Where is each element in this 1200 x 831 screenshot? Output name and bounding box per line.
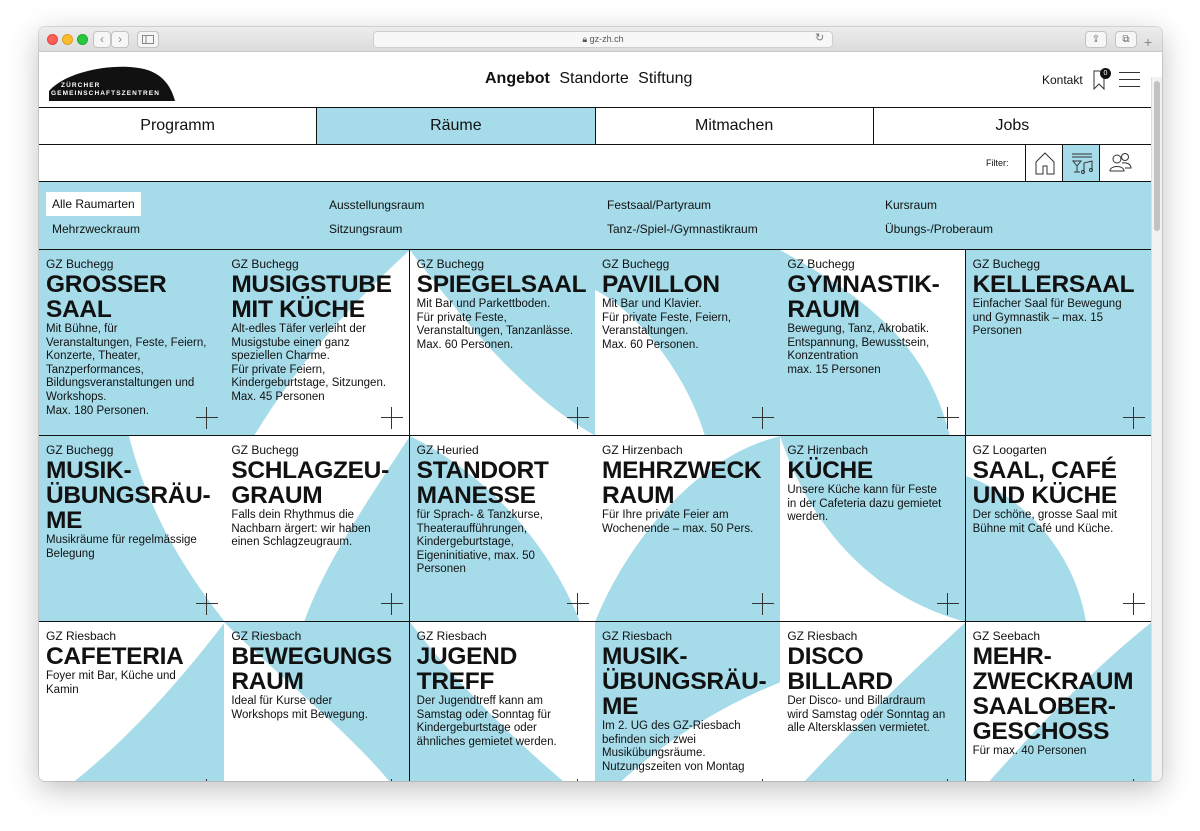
room-title: SAAL, CAFÉ UND KÜCHE (972, 457, 1117, 509)
plus-icon[interactable] (567, 779, 589, 781)
room-location: GZ Buchegg (231, 443, 299, 457)
plus-icon[interactable] (381, 593, 403, 615)
reload-icon[interactable]: ↻ (815, 32, 825, 44)
browser-window (39, 27, 1162, 781)
room-description: Mit Bühne, für Veranstaltungen, Feste, Feiern, Konzerte, Theater, Tanzperformances, Bildungsveranstaltungen und Workshops. Max. 180 Personen. (46, 323, 207, 417)
room-title: DISCO BILLARD (787, 643, 893, 695)
room-title: KELLERSAAL (972, 271, 1135, 298)
room-title: GROSSER SAAL (46, 271, 167, 323)
room-description: Unsere Küche kann für Feste in der Cafeteria dazu gemietet werden. (787, 484, 942, 524)
room-location: GZ Riesbach (231, 629, 302, 643)
room-card[interactable] (224, 622, 410, 781)
room-description: Für max. 40 Personen (972, 745, 1087, 757)
roomtype-sitzungsraum[interactable]: Sitzungsraum (329, 222, 403, 236)
gz-logo[interactable] (49, 63, 175, 101)
room-description: Mit Bar und Klavier. Für private Feste, Feiern, Veranstaltungen. Max. 60 Personen. (601, 298, 732, 351)
bookmark-count-badge: 0 (1100, 68, 1111, 79)
room-card[interactable] (966, 436, 1152, 622)
room-card[interactable] (39, 622, 225, 781)
back-button[interactable]: ‹ (93, 31, 111, 48)
main-nav (485, 70, 697, 88)
plus-icon[interactable] (937, 779, 959, 781)
room-description: für Sprach- & Tanzkurse, Theateraufführungen, Kindergeburtstage, Eigeninitiative, max. 50 Personen (416, 509, 543, 576)
house-icon (1034, 151, 1056, 175)
room-title: GYMNASTIK- RAUM (787, 271, 940, 323)
room-title: PAVILLON (601, 271, 720, 298)
roomtype-ausstellungsraum[interactable]: Ausstellungsraum (329, 198, 425, 212)
room-location: GZ Buchegg (787, 257, 855, 271)
room-equipment-icon (1071, 151, 1095, 175)
room-description: Alt-edles Täfer verleiht der Musigstube einen ganz speziellen Charme. Für private Feiern, Kindergeburtstage, Sitzungen. Max. 45 Personen (231, 323, 387, 403)
plus-icon[interactable] (196, 593, 218, 615)
tabs-overview-icon[interactable]: ⧉ (1115, 31, 1137, 48)
room-title: SCHLAGZEU- GRAUM (231, 457, 389, 509)
forward-button[interactable]: › (111, 31, 129, 48)
room-title: MUSIK- ÜBUNGSRÄU- ME (46, 457, 211, 534)
menu-icon[interactable] (1119, 72, 1140, 88)
room-card[interactable] (410, 436, 596, 622)
room-card[interactable] (780, 622, 966, 781)
zoom-window-button[interactable] (77, 34, 88, 45)
new-tab-icon[interactable]: + (1144, 34, 1153, 50)
room-location: GZ Buchegg (601, 257, 670, 271)
room-location: GZ Buchegg (416, 257, 485, 271)
plus-icon[interactable] (381, 407, 403, 429)
room-description: Im 2. UG des GZ-Riesbach befinden sich zwei Musikübungsräume. Nutzungszeiten von Montag (601, 720, 745, 773)
room-card[interactable] (224, 250, 410, 436)
tab-jobs[interactable]: Jobs (874, 108, 1151, 144)
plus-icon[interactable] (752, 779, 774, 781)
roomtype-festsaal[interactable]: Festsaal/Partyraum (607, 198, 712, 212)
plus-icon[interactable] (937, 407, 959, 429)
plus-icon[interactable] (1123, 593, 1145, 615)
room-card[interactable] (39, 436, 225, 622)
room-location: GZ Hirzenbach (601, 443, 683, 457)
filter-location-button[interactable] (1025, 145, 1062, 181)
room-card[interactable] (595, 250, 781, 436)
website (39, 52, 1162, 781)
room-location: GZ Buchegg (46, 443, 114, 457)
room-description: Für Ihre private Feier am Wochenende – max. 50 Pers. (601, 509, 754, 535)
room-location: GZ Riesbach (787, 629, 858, 643)
plus-icon[interactable] (752, 407, 774, 429)
tab-programm[interactable]: Programm (39, 108, 317, 144)
room-location: GZ Hirzenbach (787, 443, 869, 457)
room-type-filter (39, 182, 1151, 250)
room-description: Einfacher Saal für Bewegung und Gymnastik – max. 15 Personen (972, 298, 1122, 338)
room-description: Foyer mit Bar, Küche und Kamin (46, 670, 176, 696)
room-card[interactable] (39, 250, 225, 436)
room-description: Musikräume für regelmässige Belegung (46, 534, 197, 560)
filter-label: Filter: (986, 158, 1009, 168)
roomtype-mehrzweckraum[interactable]: Mehrzweckraum (52, 222, 141, 236)
room-title: MUSIK- ÜBUNGSRÄU- ME (601, 643, 767, 720)
plus-icon[interactable] (567, 407, 589, 429)
room-description: Der Jugendtreff kann am Samstag oder Sonntag für Kindergeburtstage oder ähnliches gemietet werden. (416, 695, 557, 748)
room-location: GZ Heuried (416, 443, 479, 457)
room-card[interactable] (780, 250, 966, 436)
room-title: BEWEGUNGS RAUM (231, 643, 392, 695)
room-location: GZ Loogarten (972, 443, 1047, 457)
room-card[interactable] (780, 436, 966, 622)
lock-icon: 🔒︎ (582, 34, 590, 44)
roomtype-uebungsraum[interactable]: Übungs-/Proberaum (885, 222, 994, 236)
room-location: GZ Buchegg (972, 257, 1041, 271)
page-scrollbar[interactable] (1151, 77, 1162, 781)
logo-line-2: GEMEINSCHAFTSZENTREN (51, 90, 161, 97)
plus-icon[interactable] (1123, 779, 1145, 781)
filter-audience-button[interactable] (1099, 145, 1151, 181)
plus-icon[interactable] (752, 593, 774, 615)
room-card[interactable] (595, 436, 781, 622)
roomtype-alle[interactable]: Alle Raumarten (46, 192, 141, 216)
room-description: Bewegung, Tanz, Akrobatik. Entspannung, Bewusstsein, Konzentration max. 15 Personen (787, 323, 930, 376)
sidebar-toggle-icon[interactable] (137, 31, 159, 48)
room-location: GZ Riesbach (46, 629, 117, 643)
room-description: Der schöne, grosse Saal mit Bühne mit Café und Küche. (972, 509, 1118, 535)
room-title: SPIEGELSAAL (416, 271, 587, 298)
filter-roomtype-button[interactable] (1062, 145, 1099, 181)
room-location: GZ Riesbach (601, 629, 673, 643)
site-header (39, 52, 1162, 108)
kontakt-link[interactable]: Kontakt (1042, 73, 1083, 87)
room-description: Ideal für Kurse oder Workshops mit Bewegung. (231, 695, 368, 721)
room-title: STANDORT MANESSE (416, 457, 549, 509)
people-icon (1108, 151, 1134, 175)
room-location: GZ Seebach (972, 629, 1041, 643)
tab-raeume[interactable]: Räume (317, 108, 595, 144)
room-location: GZ Buchegg (231, 257, 299, 271)
category-tabs (39, 108, 1151, 145)
room-location: GZ Buchegg (46, 257, 114, 271)
nav-angebot[interactable]: Angebot (485, 70, 550, 87)
roomtype-tanzraum[interactable]: Tanz-/Spiel-/Gymnastikraum (607, 222, 758, 236)
roomtype-kursraum[interactable]: Kursraum (885, 198, 938, 212)
room-card[interactable] (410, 622, 596, 781)
url-text: gz-zh.ch (589, 34, 624, 44)
plus-icon[interactable] (381, 779, 403, 781)
room-title: KÜCHE (787, 457, 873, 484)
room-description: Mit Bar und Parkettboden. Für private Feste, Veranstaltungen, Tanzanlässe. Max. 60 Personen. (416, 298, 574, 351)
address-bar[interactable] (373, 31, 833, 48)
nav-standorte[interactable]: Standorte (559, 70, 629, 87)
room-card[interactable] (410, 250, 596, 436)
room-title: MUSIGSTUBE MIT KÜCHE (231, 271, 392, 323)
tab-mitmachen[interactable]: Mitmachen (596, 108, 874, 144)
scroll-thumb[interactable] (1154, 81, 1160, 231)
plus-icon[interactable] (196, 779, 218, 781)
room-card[interactable] (595, 622, 781, 781)
room-title: MEHR- ZWECKRAUM SAALOBER- GESCHOSS (972, 643, 1134, 745)
plus-icon[interactable] (567, 593, 589, 615)
browser-titlebar (39, 27, 1162, 52)
room-card[interactable] (224, 436, 410, 622)
room-card[interactable] (966, 622, 1152, 781)
room-card[interactable] (966, 250, 1152, 436)
plus-icon[interactable] (196, 407, 218, 429)
plus-icon[interactable] (1123, 407, 1145, 429)
room-title: CAFETERIA (46, 643, 184, 670)
logo-line-1: ZÜRCHER (61, 82, 101, 89)
room-title: MEHRZWECK RAUM (601, 457, 762, 509)
filter-row (39, 145, 1151, 182)
share-icon[interactable]: ⇪ (1085, 31, 1107, 48)
minimize-window-button[interactable] (62, 34, 73, 45)
room-location: GZ Riesbach (416, 629, 487, 643)
room-description: Der Disco- und Billardraum wird Samstag oder Sonntag an alle Altersklassen vermietet. (787, 695, 946, 735)
room-title: JUGEND TREFF (416, 643, 517, 695)
nav-stiftung[interactable]: Stiftung (638, 70, 693, 87)
plus-icon[interactable] (937, 593, 959, 615)
close-window-button[interactable] (47, 34, 58, 45)
room-description: Falls dein Rhythmus die Nachbarn ärgert: wir haben einen Schlagzeugraum. (231, 509, 371, 549)
